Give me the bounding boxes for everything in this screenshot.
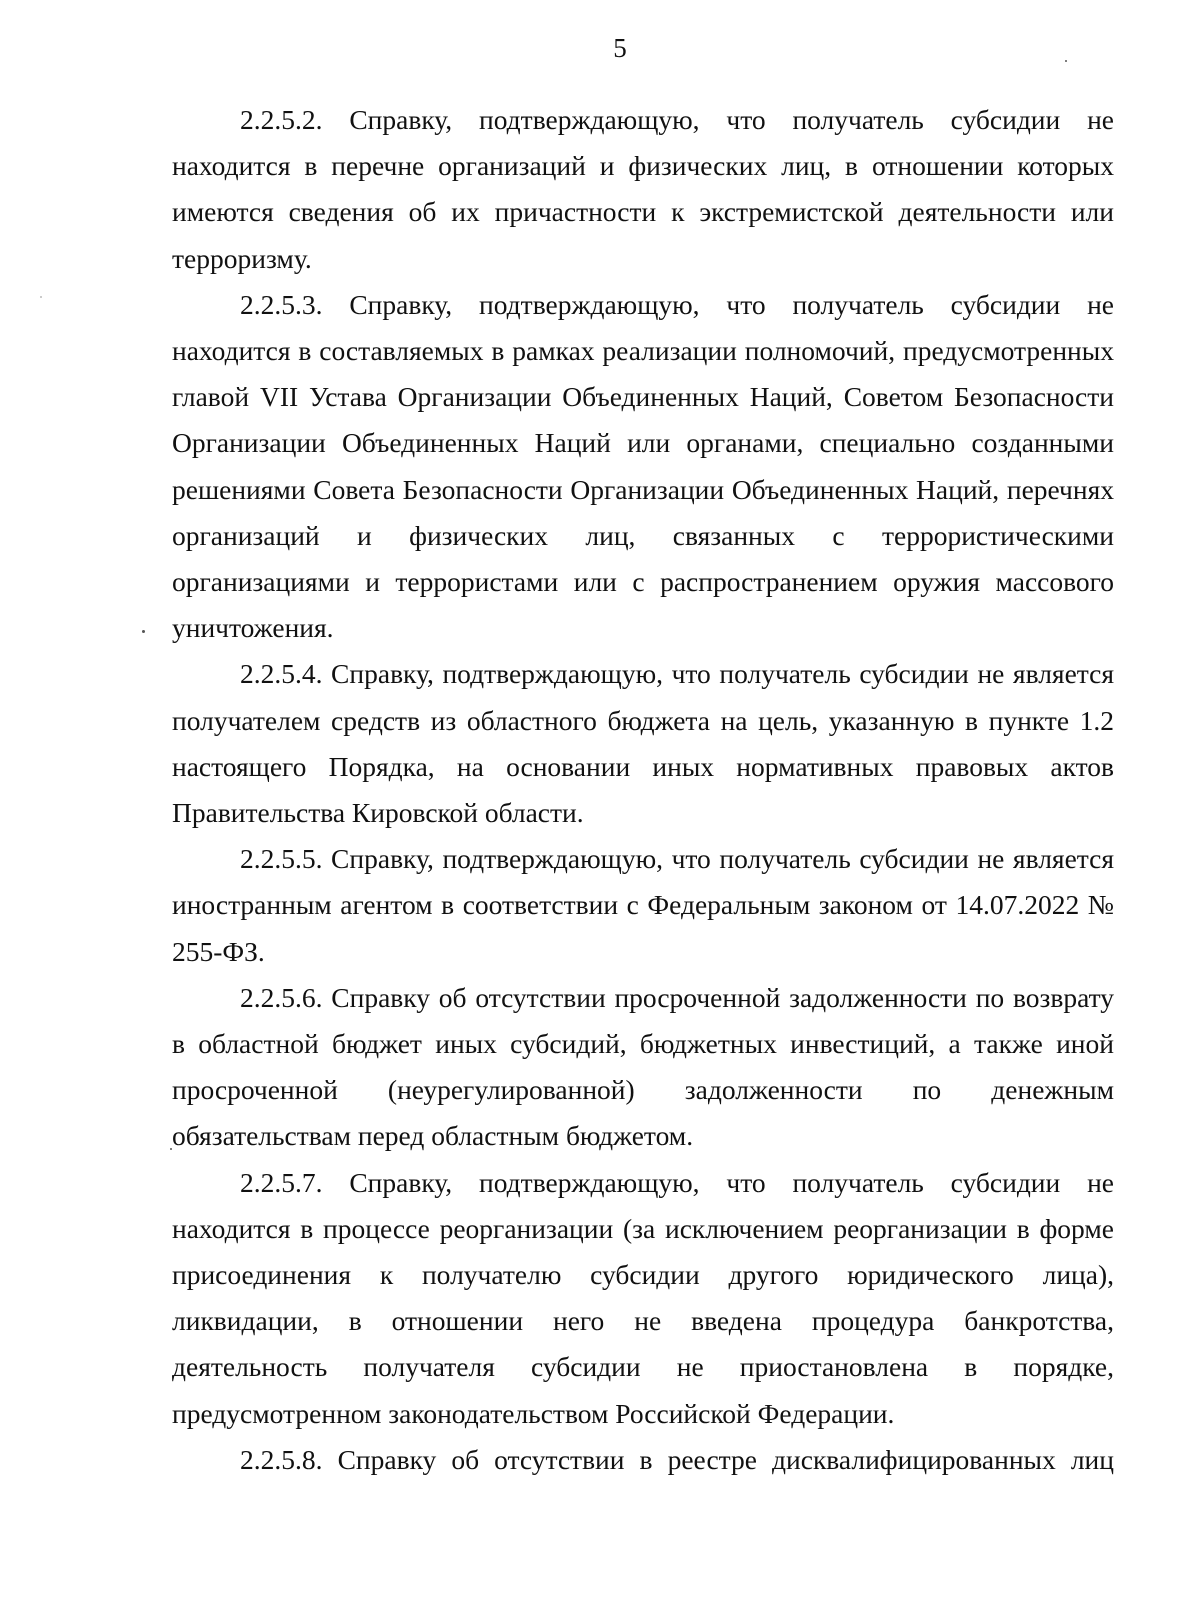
scan-speck [1065,60,1067,62]
paragraph-2-2-5-8: 2.2.5.8. Справку об отсутствии в реестре дисквалифицированных лиц [240,1443,1114,1475]
paragraph-2-2-5-7: 2.2.5.7. Справку, подтверждающую, что получатель субсидии не находится в процессе реорганизации (за исключением реорганизации в форме присоединения к получателю субсидии другого юридического лица), ликвидации, в отношении него не введена процедура банкротства, деятельность получателя субсидии не приостановлена в порядке, предусмотренном законодательством Российской Федерации. [172,1166,1114,1429]
paragraph-2-2-5-3: 2.2.5.3. Справку, подтверждающую, что получатель субсидии не находится в составляемых в рамках реализации полномочий, предусмотренных главой VII Устава Организации Объединенных Наций, Советом Безопасности Организации Объединенных Наций или органами, специально созданными решениями Совета Безопасности Организации Объединенных Наций, перечнях организаций и физических лиц, связанных с террористическими организациями и террористами или с распространением оружия массового уничтожения. [172,288,1114,644]
scan-speck [170,1148,172,1150]
paragraph-2-2-5-2: 2.2.5.2. Справку, подтверждающую, что получатель субсидии не находится в перечне организаций и физических лиц, в отношении которых имеются сведения об их причастности к экстремистской деятельности или терроризму. [172,104,1114,274]
paragraph-2-2-5-4: 2.2.5.4. Справку, подтверждающую, что получатель субсидии не является получателем средств из областного бюджета на цель, указанную в пункте 1.2 настоящего Порядка, на основании иных нормативных правовых актов Правительства Кировской области. [172,658,1114,829]
scan-speck [142,630,145,633]
paragraph-2-2-5-6: 2.2.5.6. Справку об отсутствии просроченной задолженности по возврату в областной бюджет иных субсидий, бюджетных инвестиций, а также иной просроченной (неурегулированной) задолженности по денежным обязательствам перед областным бюджетом. [172,981,1114,1152]
scan-speck [40,296,42,298]
document-body [172,97,1114,1483]
page-number: 5 [613,33,627,63]
paragraph-2-2-5-5: 2.2.5.5. Справку, подтверждающую, что получатель субсидии не является иностранным агентом в соответствии с Федеральным законом от 14.07.2022 № 255-ФЗ. [172,843,1114,967]
